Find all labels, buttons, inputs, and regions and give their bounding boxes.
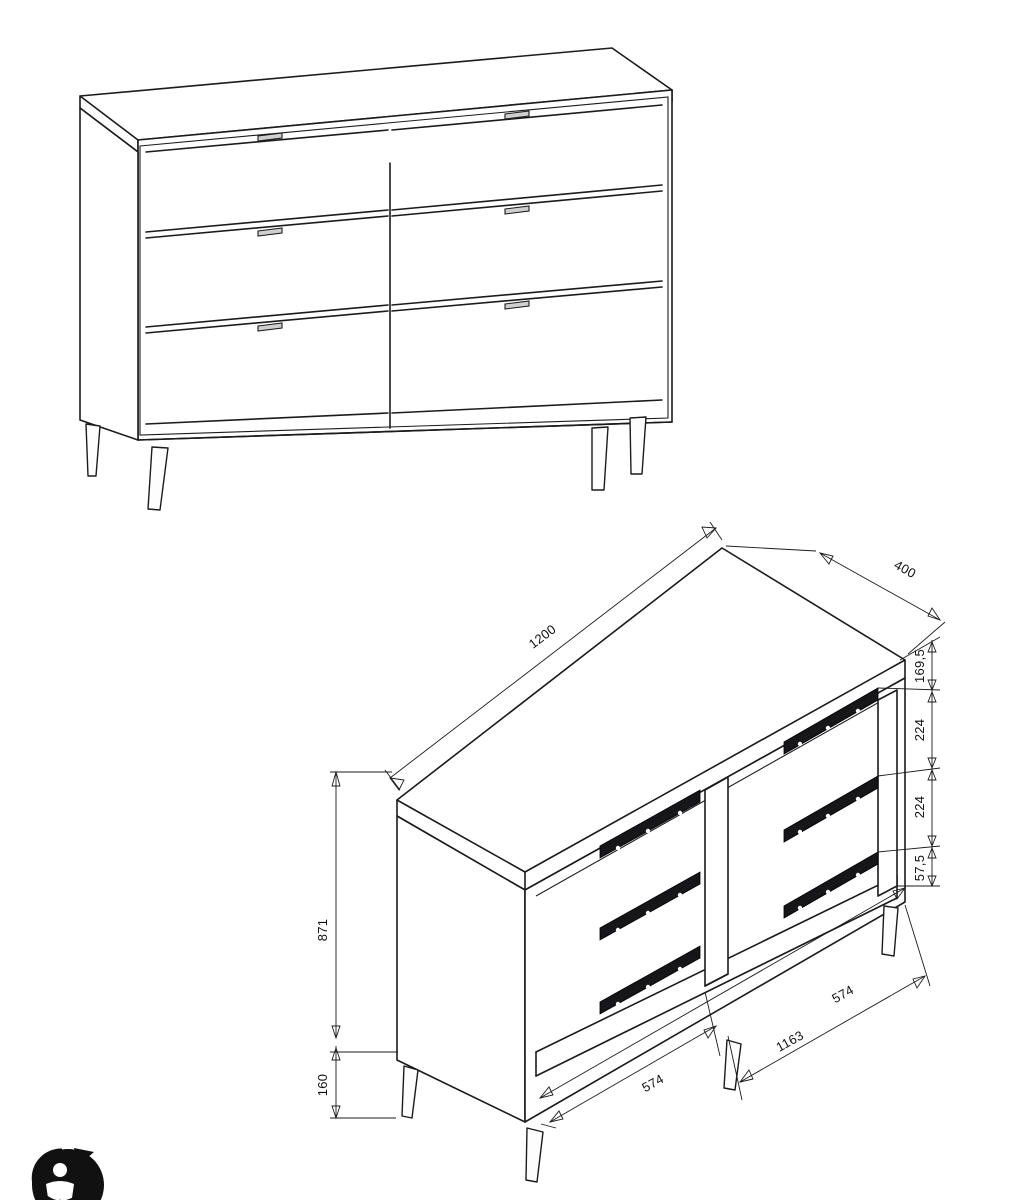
right-end-panel-inner xyxy=(878,690,897,896)
dim-label-574-left: 574 xyxy=(639,1071,667,1096)
leg-rear-right xyxy=(630,417,646,474)
center-divider-panel xyxy=(705,777,728,986)
dim-label-160: 160 xyxy=(315,1073,330,1097)
assembly-person-rotate-logo xyxy=(32,1148,104,1200)
carcass-left-side xyxy=(80,108,138,440)
dim-label-224-lower: 224 xyxy=(912,795,927,819)
leg-rear-left xyxy=(86,424,100,476)
dimline-400 xyxy=(820,553,940,620)
dim-label-57-5: 57,5 xyxy=(912,854,927,882)
dim-label-169-5: 169,5 xyxy=(912,648,927,684)
dim-label-1200: 1200 xyxy=(525,621,559,652)
dim-label-224-upper: 224 xyxy=(912,718,927,742)
dim-label-574-right: 574 xyxy=(829,982,857,1007)
leg-front-left xyxy=(148,447,168,510)
leg-front-right xyxy=(592,427,608,490)
rear-view-leg-left-back xyxy=(402,1066,418,1118)
dim-label-871: 871 xyxy=(315,918,330,942)
dim-label-1163: 1163 xyxy=(773,1027,807,1055)
view-front-isometric xyxy=(80,48,672,510)
carcass-front-face xyxy=(138,90,672,440)
rear-view-leg-right-back xyxy=(882,906,898,956)
dim-label-400: 400 xyxy=(891,557,919,582)
rear-view-leg-left-front xyxy=(526,1128,543,1182)
